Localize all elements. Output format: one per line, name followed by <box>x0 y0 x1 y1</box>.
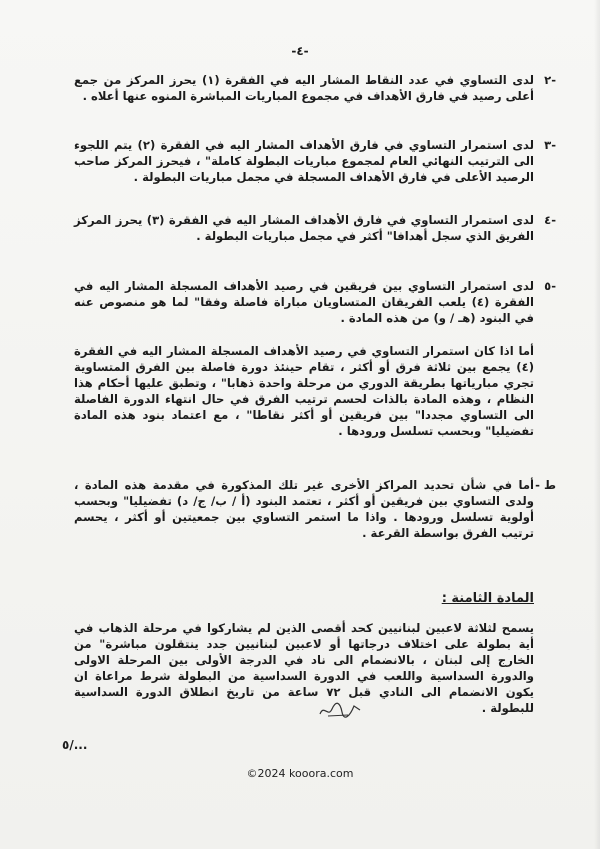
signature <box>318 700 362 720</box>
clause-2 <box>74 72 556 104</box>
clause-t <box>74 477 556 541</box>
article-heading: المادة الثامنة : <box>441 591 534 606</box>
paragraph-text: أما اذا كان استمرار التساوي في رصيد الأهداف المسجلة المشار اليه في الفقرة (٤) يجمع بين ثلاثة فرق أو أكثر ، تقام حينئذ دورة فاصلة بين الفرق المتساوية تجري مبارياتها بطريقة الدوري من مرحلة واحدة ذهابا" ، وتطبق عليها أحكام هذا النظام ، وهذه المادة بالذات لحسم ترتيب الفرق في حال انتهاء الدورة الفاصلة الى التساوي مجددا" بين فريقين أو أكثر نقاطا" ، مع اعتماد بنود هذه المادة تفضيليا" وبحسب تسلسل ورودها . <box>74 344 534 438</box>
tiebreak-paragraph <box>74 343 534 439</box>
clause-text: لدى التساوي في عدد النقاط المشار اليه في الفقرة (١) يحرز المركز من جمع أعلى رصيد في فارق الأهداف في مجموع المباريات المباشرة المنوه عنها أعلاه . <box>74 73 534 103</box>
watermark: ©2024 kooora.com <box>246 767 354 780</box>
clause-5 <box>74 278 556 326</box>
clause-marker: -٢ <box>544 73 556 87</box>
clause-marker: -٤ <box>544 213 556 227</box>
page-edge-shadow <box>594 0 600 849</box>
article-eight-body <box>74 620 534 716</box>
page-number: -٤- <box>291 44 309 58</box>
clause-3 <box>74 137 556 185</box>
clause-text: أما في شأن تحديد المراكز الأخرى غير تلك المذكورة في مقدمة هذه المادة ، ولدى التساوي بين فريقين أو أكثر ، تعتمد البنود (أ / ب/ ج/ د) تفضيليا" وبحسب أولوية تسلسل ورودها . واذا ما استمر التساوي بين جمعيتين أو أكثر ، يحسم ترتيب الفرق بواسطة القرعة . <box>74 478 534 540</box>
clause-marker: ط - <box>535 478 556 492</box>
article-text: يسمح لثلاثة لاعبين لبنانيين كحد أقصى الذين لم يشاركوا في مرحلة الذهاب في أية بطولة على اختلاف درجاتها أو لاعبين لبنانيين جدد ينتقلون مباشرة" من الخارج إلى لبنان ، بالانضمام الى ناد في الدرجة الأولى بين المرحلة الاولى والدورة السداسية واللعب في الدورة السداسية من البطولة شرط مراعاة ان يكون الانضمام الى النادي قبل ٧٢ ساعة من تاريخ انطلاق الدورة السداسية للبطولة . <box>74 621 535 715</box>
clause-4 <box>74 212 556 244</box>
clause-text: لدى استمرار التساوي بين فريقين في رصيد الأهداف المسجلة المشار اليه في الفقرة (٤) يلعب الفريقان المتساويان مباراة فاصلة وفقا" لما هو منصوص عنه في البنود (هـ / و) من هذه المادة . <box>74 279 534 325</box>
clause-text: لدى استمرار التساوي في فارق الأهداف المشار اليه في الفقرة (٣) يحرز المركز الفريق الذي سجل أهدافا" أكثر في مجمل مباريات البطولة . <box>74 213 534 243</box>
page-continuation: ٥/... <box>62 738 88 752</box>
clause-marker: -٥ <box>544 279 556 293</box>
clause-text: لدى استمرار التساوي في فارق الأهداف المشار اليه في الفقرة (٢) يتم اللجوء الى الترتيب النهائي العام لمجموع مباريات البطولة كاملة" ، فيحرز المركز صاحب الرصيد الأعلى في فارق الأهداف المسجلة في مجمل مباريات البطولة . <box>74 138 534 184</box>
clause-marker: -٣ <box>544 138 556 152</box>
